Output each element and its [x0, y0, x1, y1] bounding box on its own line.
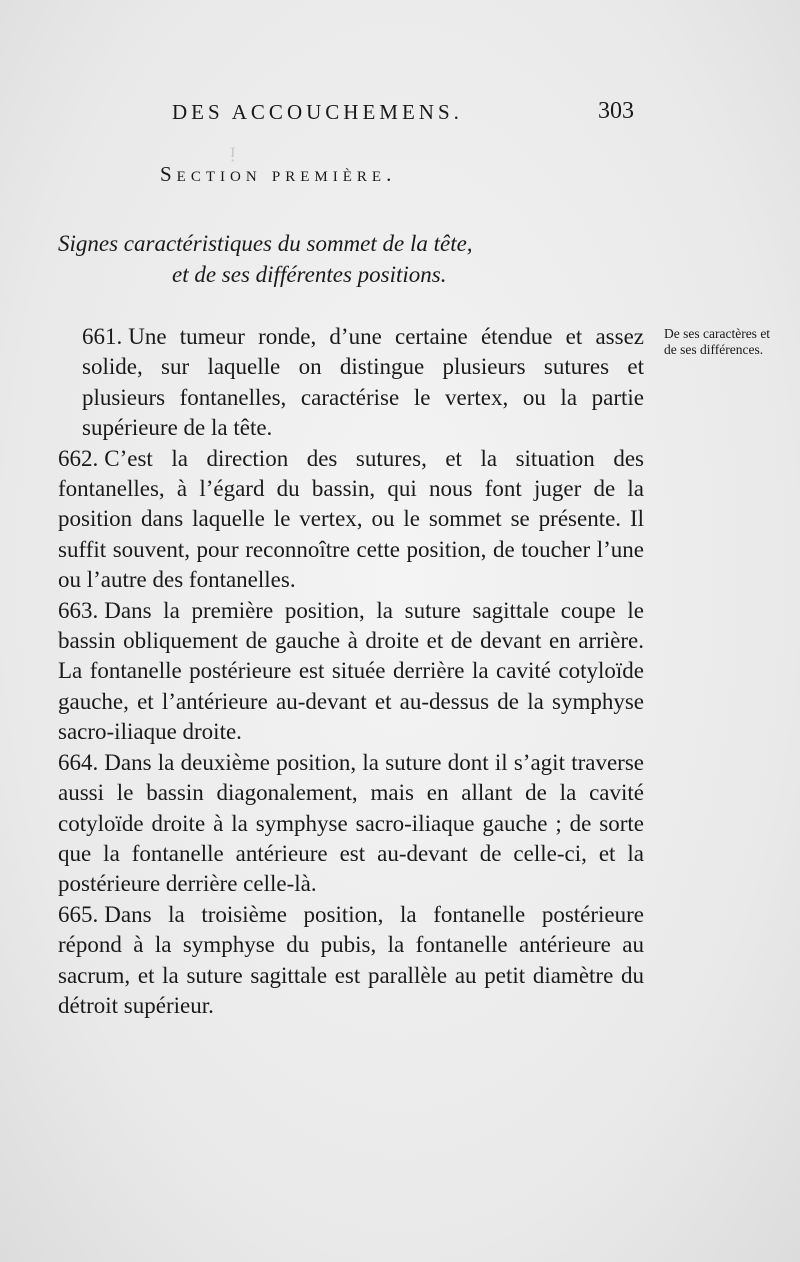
paragraph-number: 661. — [82, 324, 123, 349]
body-text — [58, 322, 644, 1021]
paragraph-665 — [58, 900, 644, 1022]
paragraph-text: Dans la troisième position, la fontanelle postérieure répond à la symphyse du pubis, la fontanelle antérieure au sacrum, et la suture sagittale est parallèle au petit diamètre du détroit supérieur. — [58, 901, 644, 1018]
paragraph-text: Une tumeur ronde, d’une certaine étendue et assez solide, sur laquelle on distingue plusieurs sutures et plusieurs fontanelles, caractérise le vertex, ou la partie supérieure de la tête. — [82, 324, 644, 441]
paragraph-text: Dans la première position, la suture sagittale coupe le bassin obliquement de gauche à droite et de devant en arrière. La fontanelle postérieure est située derrière la cavité cotyloïde gauche, et l’antérieure au-devant et au-dessus de la symphyse sacro-iliaque droite. — [58, 597, 644, 745]
paragraph-number: 663. — [58, 597, 99, 623]
section-title: Section première. — [160, 162, 397, 186]
paragraph-662 — [58, 444, 644, 596]
paragraph-text: C’est la direction des sutures, et la situation des fontanelles, à l’égard du bassin, qui nous font juger de la position dans laquelle le vertex, ou le sommet se présente. Il suffit souvent, pour reconnoître cette position, de toucher l’une ou l’autre des fontanelles. — [58, 445, 644, 593]
paragraph-number: 665. — [58, 901, 99, 927]
margin-note: De ses caractères et de ses différences. — [664, 326, 771, 357]
heading-line-2: et de ses différentes positions. — [172, 262, 447, 287]
show-through-text: ᴉ — [230, 140, 236, 162]
running-head — [172, 100, 634, 136]
paragraph-number: 662. — [58, 445, 99, 471]
paragraph-663 — [58, 596, 644, 748]
section-heading — [58, 228, 658, 290]
running-title: DES ACCOUCHEMENS. — [172, 100, 463, 124]
paragraph-664 — [58, 748, 644, 900]
heading-line-1: Signes caractéristiques du sommet de la tête, — [58, 231, 473, 256]
paragraph-text: Dans la deuxième position, la suture dont il s’agit traverse aussi le bassin diagonalement, mais en allant de la cavité cotyloïde droite à la symphyse sacro-iliaque gauche ; de sorte que la fontanelle antérieure est au-devant de celle-ci, et la postérieure derrière celle-là. — [58, 749, 644, 897]
paragraph-number: 664. — [58, 749, 99, 775]
page-number: 303 — [598, 98, 634, 124]
paragraph-661 — [58, 322, 644, 444]
